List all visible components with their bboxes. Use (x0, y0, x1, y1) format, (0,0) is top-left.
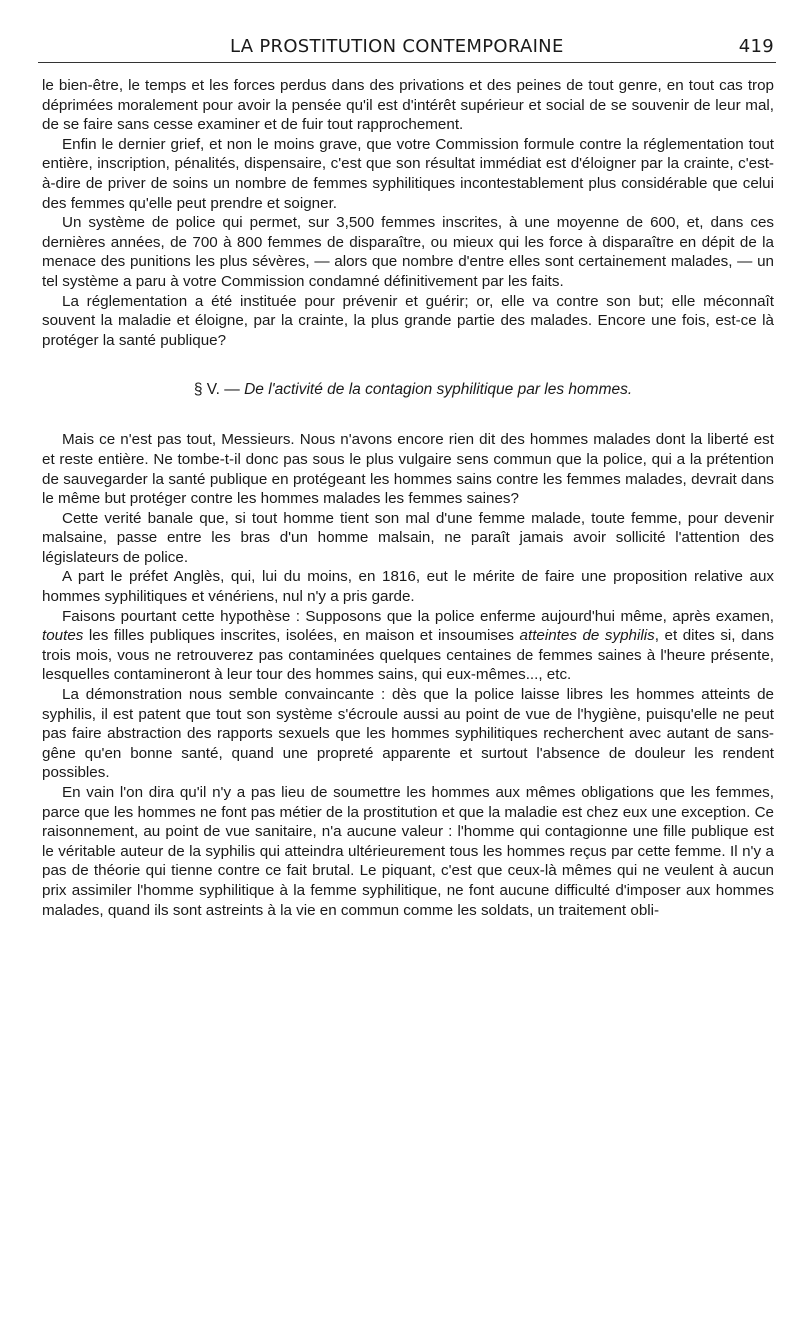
running-title: LA PROSTITUTION CONTEMPORAINE (230, 36, 564, 57)
paragraph: A part le préfet Anglès, qui, lui du moins, en 1816, eut le mérite de faire une proposition relative aux hommes syphilitiques et vénériens, nul n'y a pris garde. (42, 568, 774, 606)
section-marker: § V. — (193, 381, 245, 399)
header-rule (38, 62, 776, 63)
emphasis: atteintes de syphilis (519, 627, 655, 645)
section-heading (42, 380, 774, 400)
section-title: De l'activité de la contagion syphilitique par les hommes. (244, 381, 633, 399)
paragraph: La démonstration nous semble convaincante : dès que la police laisse libres les hommes atteints de syphilis, il est patent que tout son système s'écroule aussi au point de vue de l'hygiène, puisqu'elle ne peut pas faire abstraction des rapports sexuels que les hommes syphilitiques recherchent avec autant de sans-gêne qu'en bonne santé, quand une propreté apparente et surtout l'absence de douleur les rendent possibles. (42, 686, 774, 782)
paragraph: Enfin le dernier grief, et non le moins grave, que votre Commission formule contre la réglementation tout entière, inscription, pénalités, dispensaire, c'est que son résultat immédiat est d'éloigner par la crainte, c'est-à-dire de priver de soins un nombre de femmes syphilitiques incontestablement plus considérable que celui des femmes qu'elle peut prendre et soigner. (42, 135, 774, 212)
page-body (42, 76, 774, 920)
paragraph: Un système de police qui permet, sur 3,500 femmes inscrites, à une moyenne de 600, et, dans ces dernières années, de 700 à 800 femmes de disparaître, ou mieux qui les force à disparaître en dépit de la menace des punitions les plus sévères, — alors que nombre d'entre elles sont certainement malades, — un tel système a paru à votre Commission condamné définitivement par les faits. (42, 214, 774, 290)
text-run: les filles publiques inscrites, isolées, en maison et insoumises (83, 627, 520, 645)
paragraph: La réglementation a été instituée pour prévenir et guérir; or, elle va contre son but; elle méconnaît souvent la maladie et éloigne, par la crainte, la plus grande partie des malades. Encore une fois, est-ce là protéger la santé publique? (42, 292, 774, 349)
text-run: Faisons pourtant cette hypothèse : Supposons que la police enferme aujourd'hui même, après examen, (62, 607, 774, 625)
page-number: 419 (738, 36, 774, 57)
paragraph (42, 607, 774, 685)
paragraph: Mais ce n'est pas tout, Messieurs. Nous n'avons encore rien dit des hommes malades dont la liberté est et reste entière. Ne tombe-t-il donc pas sous le plus vulgaire sens commun que la police, qui a la prétention de sauvegarder la santé publique en protégeant les hommes sains contre les femmes malades, devrait dans le même but protéger contre les hommes malades les femmes saines? (42, 431, 774, 508)
paragraph: En vain l'on dira qu'il n'y a pas lieu de soumettre les hommes aux mêmes obligations que les femmes, parce que les hommes ne font pas métier de la prostitution et que la maladie est chez eux une exception. Ce raisonnement, au point de vue sanitaire, n'a aucune valeur : l'homme qui contagionne une fille publique est le véritable auteur de la syphilis qui atteindra ultérieurement tous les hommes reçus par cette femme. Il n'y a pas de théorie qui tienne contre ce fait brutal. Le piquant, c'est que ceux-là mêmes qui ne veulent à aucun prix assimiler l'homme syphilitique à la femme syphilitique, ne font aucune difficulté d'imposer aux hommes malades, quand ils sont astreints à la vie en commun comme les soldats, un traitement obli- (42, 784, 774, 919)
paragraph: Cette verité banale que, si tout homme tient son mal d'une femme malade, toute femme, pour devenir malsaine, passe entre les bras d'un homme malsain, ne paraît jamais avoir sollicité l'attention des législateurs de police. (42, 509, 774, 566)
paragraph: le bien-être, le temps et les forces perdus dans des privations et des peines de tout genre, en tout cas trop déprimées moralement pour avoir la pensée qu'il est d'intérêt supérieur et social de se souvenir de leur mal, de se faire sans cesse examiner et de fuir tout rapprochement. (42, 77, 774, 134)
text-run: , et dites si, dans trois mois, vous ne retrouverez pas contaminées quelques centaines de femmes saines à l'heure présente, lesquelles contamineront à leur tour des hommes sains, qui eux-mêmes..., etc. (42, 627, 774, 684)
running-header (42, 36, 774, 64)
emphasis: toutes (42, 627, 84, 645)
